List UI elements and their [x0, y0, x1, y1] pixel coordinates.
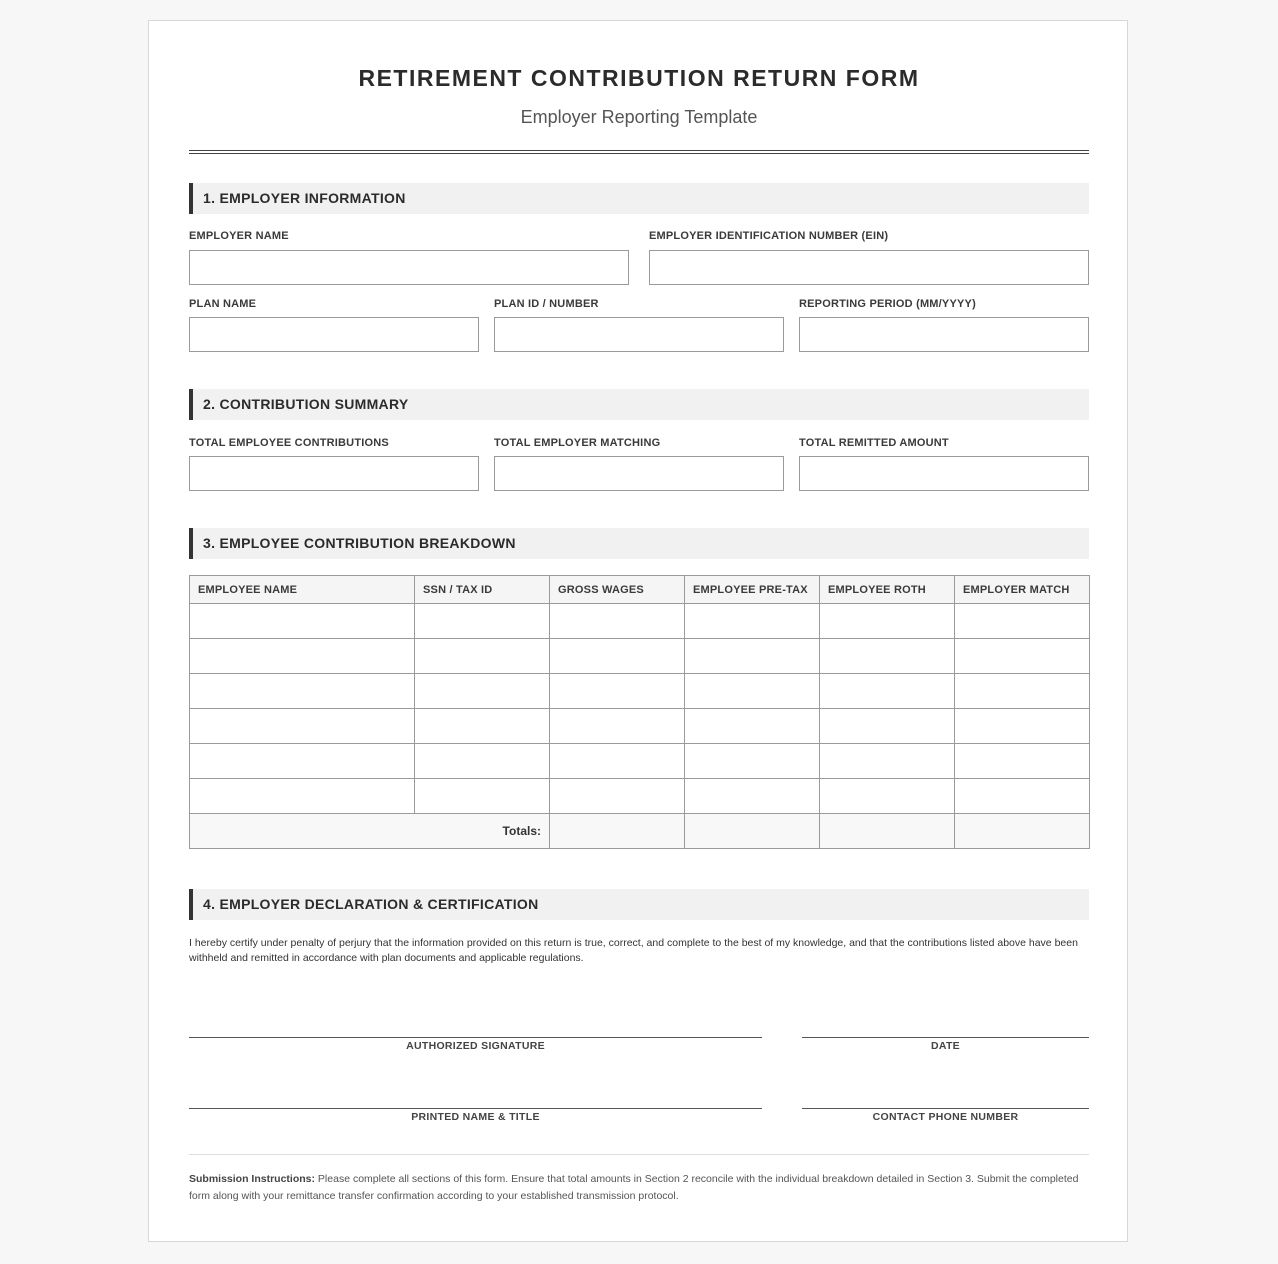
column-header-employer-match: EMPLOYER MATCH	[955, 576, 1090, 604]
table-row	[190, 709, 1090, 744]
totals-row	[190, 814, 1090, 849]
submission-instructions-text: Please complete all sections of this form. Ensure that total amounts in Section 2 reconcile with the individual breakdown detailed in Section 3. Submit the completed form along with your remittance transfer confirmation according to your established transmission protocol.	[189, 1173, 1079, 1202]
ssn-cell[interactable]	[415, 639, 550, 674]
submission-instructions-lead: Submission Instructions:	[189, 1173, 316, 1185]
employee-name-cell[interactable]	[190, 779, 415, 814]
employee-name-cell[interactable]	[190, 604, 415, 639]
printed-name-title-label: PRINTED NAME & TITLE	[411, 1111, 540, 1123]
employer-match-cell[interactable]	[955, 709, 1090, 744]
authorized-signature-line[interactable]	[189, 1037, 762, 1038]
employer-match-cell[interactable]	[955, 639, 1090, 674]
ssn-cell[interactable]	[415, 604, 550, 639]
totals-employer-match-cell[interactable]	[955, 814, 1090, 849]
form-subtitle: Employer Reporting Template	[520, 107, 758, 127]
column-header-ssn: SSN / TAX ID	[415, 576, 550, 604]
authorized-signature-label: AUTHORIZED SIGNATURE	[406, 1040, 545, 1052]
reporting-period-label: REPORTING PERIOD (MM/YYYY)	[799, 298, 976, 310]
employer-name-input[interactable]	[189, 250, 629, 285]
employee-roth-cell[interactable]	[820, 639, 955, 674]
gross-wages-cell[interactable]	[550, 604, 685, 639]
total-employer-matching-input[interactable]	[494, 456, 784, 491]
employee-name-cell[interactable]	[190, 639, 415, 674]
total-remitted-amount-label: TOTAL REMITTED AMOUNT	[799, 437, 949, 449]
employee-pre-tax-cell[interactable]	[685, 709, 820, 744]
section-declaration-heading: 4. EMPLOYER DECLARATION & CERTIFICATION	[189, 889, 1089, 920]
submission-instructions	[189, 1171, 1089, 1205]
date-line[interactable]	[802, 1037, 1089, 1038]
totals-label: Totals:	[190, 814, 550, 849]
declaration-text: I hereby certify under penalty of perjury that the information provided on this return is true, correct, and complete to the best of my knowledge, and that the contributions listed above have been withheld and remitted in accordance with plan documents and applicable regulations.	[189, 937, 1078, 964]
employee-name-cell[interactable]	[190, 744, 415, 779]
employer-match-cell[interactable]	[955, 674, 1090, 709]
table-row	[190, 779, 1090, 814]
total-employer-matching-label: TOTAL EMPLOYER MATCHING	[494, 437, 661, 449]
section-contribution-summary-heading: 2. CONTRIBUTION SUMMARY	[189, 389, 1089, 420]
column-header-gross-wages: GROSS WAGES	[550, 576, 685, 604]
reporting-period-input[interactable]	[799, 317, 1089, 352]
plan-name-label: PLAN NAME	[189, 298, 257, 310]
employer-name-label: EMPLOYER NAME	[189, 230, 289, 242]
table-row	[190, 744, 1090, 779]
ein-label: EMPLOYER IDENTIFICATION NUMBER (EIN)	[649, 230, 889, 242]
footer-divider	[189, 1154, 1089, 1155]
ssn-cell[interactable]	[415, 709, 550, 744]
table-row	[190, 674, 1090, 709]
total-employee-contributions-input[interactable]	[189, 456, 479, 491]
date-label: DATE	[930, 1040, 960, 1052]
plan-id-label: PLAN ID / NUMBER	[494, 298, 599, 310]
ssn-cell[interactable]	[415, 779, 550, 814]
total-remitted-amount-input[interactable]	[799, 456, 1089, 491]
employer-match-cell[interactable]	[955, 744, 1090, 779]
employee-pre-tax-cell[interactable]	[685, 639, 820, 674]
table-header-row	[190, 576, 1090, 604]
contribution-breakdown-table	[189, 575, 1090, 849]
plan-id-input[interactable]	[494, 317, 784, 352]
employee-roth-cell[interactable]	[820, 709, 955, 744]
total-employee-contributions-label: TOTAL EMPLOYEE CONTRIBUTIONS	[189, 437, 389, 449]
column-header-employee-name: EMPLOYEE NAME	[190, 576, 415, 604]
employee-name-cell[interactable]	[190, 674, 415, 709]
employer-match-cell[interactable]	[955, 779, 1090, 814]
gross-wages-cell[interactable]	[550, 744, 685, 779]
employer-match-cell[interactable]	[955, 604, 1090, 639]
employee-roth-cell[interactable]	[820, 674, 955, 709]
plan-name-input[interactable]	[189, 317, 479, 352]
totals-employee-roth-cell[interactable]	[820, 814, 955, 849]
employee-roth-cell[interactable]	[820, 744, 955, 779]
column-header-employee-pre-tax: EMPLOYEE PRE-TAX	[685, 576, 820, 604]
table-row	[190, 604, 1090, 639]
section-employer-information-heading: 1. EMPLOYER INFORMATION	[189, 183, 1089, 214]
form-page	[148, 20, 1128, 1242]
employee-roth-cell[interactable]	[820, 604, 955, 639]
employee-pre-tax-cell[interactable]	[685, 744, 820, 779]
gross-wages-cell[interactable]	[550, 779, 685, 814]
section-breakdown-heading: 3. EMPLOYEE CONTRIBUTION BREAKDOWN	[189, 528, 1089, 559]
ein-input[interactable]	[649, 250, 1089, 285]
gross-wages-cell[interactable]	[550, 639, 685, 674]
totals-employee-pre-tax-cell[interactable]	[685, 814, 820, 849]
employee-name-cell[interactable]	[190, 709, 415, 744]
employee-pre-tax-cell[interactable]	[685, 674, 820, 709]
employee-roth-cell[interactable]	[820, 779, 955, 814]
totals-gross-wages-cell[interactable]	[550, 814, 685, 849]
table-row	[190, 639, 1090, 674]
contact-phone-line[interactable]	[802, 1108, 1089, 1109]
employee-pre-tax-cell[interactable]	[685, 604, 820, 639]
printed-name-title-line[interactable]	[189, 1108, 762, 1109]
ssn-cell[interactable]	[415, 674, 550, 709]
employee-pre-tax-cell[interactable]	[685, 779, 820, 814]
gross-wages-cell[interactable]	[550, 674, 685, 709]
form-title: RETIREMENT CONTRIBUTION RETURN FORM	[358, 65, 920, 91]
contact-phone-label: CONTACT PHONE NUMBER	[872, 1111, 1019, 1123]
title-divider	[189, 150, 1089, 154]
column-header-employee-roth: EMPLOYEE ROTH	[820, 576, 955, 604]
ssn-cell[interactable]	[415, 744, 550, 779]
gross-wages-cell[interactable]	[550, 709, 685, 744]
